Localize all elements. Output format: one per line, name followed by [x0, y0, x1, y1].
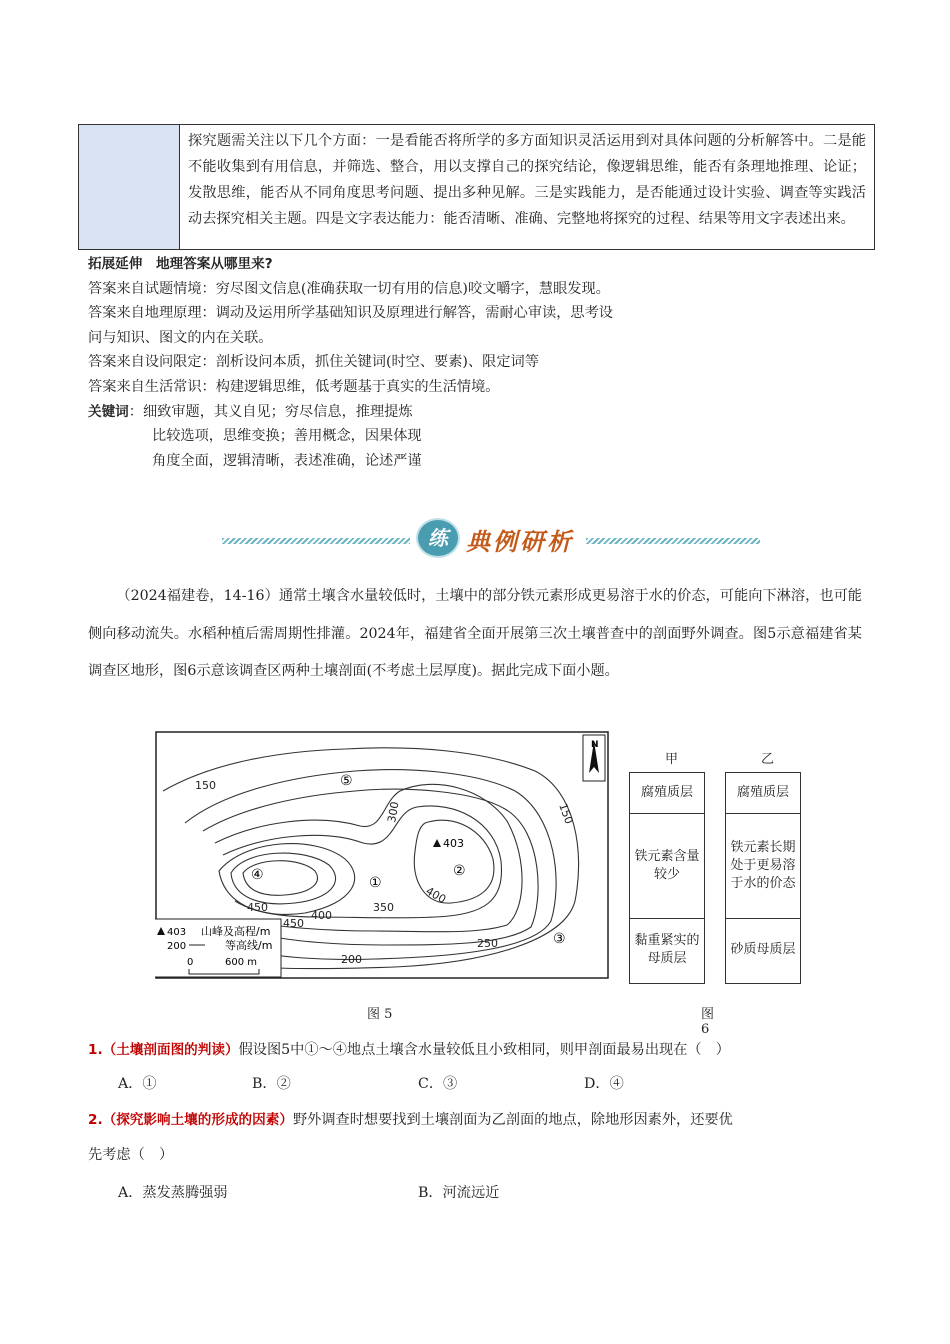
banner-stripe-right	[586, 538, 760, 544]
contour-label: 250	[477, 937, 498, 950]
figure-5	[155, 731, 611, 1022]
keywords-line: 角度全面，逻辑清晰，表述准确，论述严谨	[152, 452, 422, 469]
profile-b-layer-1: 腐殖质层	[726, 773, 800, 814]
banner-title: 典例研析	[466, 527, 574, 556]
contour-map	[155, 731, 611, 981]
tip-table-left-cell	[79, 125, 180, 249]
tip-table-text: 探究题需关注以下几个方面：一是看能否将所学的多方面知识灵活运用到对具体问题的分析解答中。二是能不能收集到有用信息，并筛选、整合，用以支撑自己的探究结论，像逻辑思维，能否有条理地推理、论证；发散思维，能否从不同角度思考问题、提出多种见解。三是实践能力，是否能通过设计实验、调查等实践活动去探究相关主题。四是文字表达能力：能否清晰、准确、完整地将探究的过程、结果等用文字表述出来。	[188, 133, 866, 227]
contour-label: 450	[247, 901, 268, 914]
marker-3: ③	[553, 931, 566, 947]
legend-peak-text: 山峰及高程/m	[201, 925, 271, 938]
marker-5: ⑤	[340, 773, 353, 789]
problem-intro: （2024福建卷，14-16）通常土壤含水量较低时，土壤中的部分铁元素形成更易溶于水的价态，可能向下淋溶，也可能侧向移动流失。水稻种植后需周期性排灌。2024年，福建省全面开展第三次土壤普查中的剖面野外调查。图5示意福建省某调查区地形，图6示意该调查区两种土壤剖面(不考虑土层厚度)。据此完成下面小题。	[88, 588, 862, 679]
section-banner	[222, 518, 760, 560]
legend-contour-text: 等高线/m	[225, 939, 273, 952]
profile-a	[629, 772, 705, 984]
peak-label: 403	[443, 837, 464, 850]
scale-length: 600 m	[225, 957, 258, 968]
keywords-line: 比较选项，思维变换；善用概念，因果体现	[152, 428, 422, 445]
question-text: 假设图5中①～④地点土壤含水量较低且小致相同，则甲剖面最易出现在（ ）	[238, 1042, 730, 1058]
profile-b	[725, 772, 801, 984]
contour-label: 350	[373, 901, 394, 914]
q1-option-a[interactable]: A．①	[118, 1076, 157, 1092]
profile-a-title: 甲	[665, 752, 679, 767]
marker-4: ④	[251, 867, 264, 883]
extension-line: 答案来自设问限定：剖析设问本质，抓住关键词(时空、要素)、限定词等	[88, 354, 539, 371]
contour-label: 300	[385, 800, 402, 824]
marker-1: ①	[369, 875, 382, 891]
extension-line: 答案来自生活常识：构建逻辑思维，低考题基于真实的生活情境。	[88, 378, 500, 395]
question-text: 野外调查时想要找到土壤剖面为乙剖面的地点，除地形因素外，还要优	[292, 1112, 733, 1128]
profile-a-layer-3: 黏重紧实的母质层	[634, 933, 700, 966]
contour-label: 150	[195, 779, 216, 792]
figure-5-caption: 图 5	[367, 1007, 393, 1022]
contour-label: 400	[311, 909, 332, 922]
profile-a-layer-1: 腐殖质层	[630, 773, 704, 814]
legend-contour-value: 200	[167, 941, 187, 952]
extension-line: 问与知识、图文的内在关联。	[88, 329, 273, 346]
q1-option-b[interactable]: B．②	[252, 1076, 291, 1092]
question-2	[88, 1108, 733, 1129]
extension-heading: 拓展延伸 地理答案从哪里来?	[88, 256, 273, 272]
q2-option-a[interactable]: A．蒸发蒸腾强弱	[118, 1185, 228, 1201]
extension-section	[88, 252, 748, 473]
question-2-cont: 先考虑（ ）	[88, 1147, 174, 1163]
contour-label: 150	[556, 801, 576, 826]
contour-label: 400	[423, 884, 449, 907]
keywords-text: ：细致审题，其义自见；穷尽信息，推理提炼	[128, 403, 413, 420]
q1-option-d[interactable]: D．④	[584, 1076, 624, 1092]
scale-zero: 0	[187, 957, 194, 968]
banner-stripe-left	[222, 538, 410, 544]
tip-table	[78, 124, 875, 250]
north-label: N	[591, 740, 599, 750]
q2-option-b[interactable]: B．河流远近	[418, 1185, 500, 1201]
profile-a-layer-2: 铁元素含量较少	[630, 814, 704, 919]
profile-b-title: 乙	[761, 752, 775, 767]
question-number: 2.	[88, 1112, 103, 1128]
keywords-line	[88, 400, 748, 425]
keywords-label: 关键词	[88, 403, 129, 420]
extension-line: 答案来自地理原理：调动及运用所学基础知识及原理进行解答，需耐心审读，思考设	[88, 305, 613, 322]
question-number: 1.	[88, 1042, 103, 1058]
contour-label: 450	[283, 917, 304, 930]
contour-label: 200	[341, 953, 362, 966]
question-tag: （探究影响土壤的形成的因素）	[102, 1112, 293, 1128]
banner-badge: 练	[418, 520, 458, 556]
q1-option-c[interactable]: C．③	[418, 1076, 458, 1092]
legend-peak-value: 403	[167, 927, 187, 938]
profile-b-layer-3: 砂质母质层	[730, 942, 796, 957]
figure-6-caption: 图 6	[701, 1007, 715, 1037]
marker-2: ②	[453, 863, 466, 879]
extension-line: 答案来自试题情境：穷尽图文信息(准确获取一切有用的信息)咬文嚼字，慧眼发现。	[88, 280, 610, 297]
question-tag: （土壤剖面图的判读）	[102, 1042, 239, 1058]
profile-b-layer-2: 铁元素长期处于更易溶于水的价态	[726, 814, 800, 919]
question-1	[88, 1038, 730, 1059]
